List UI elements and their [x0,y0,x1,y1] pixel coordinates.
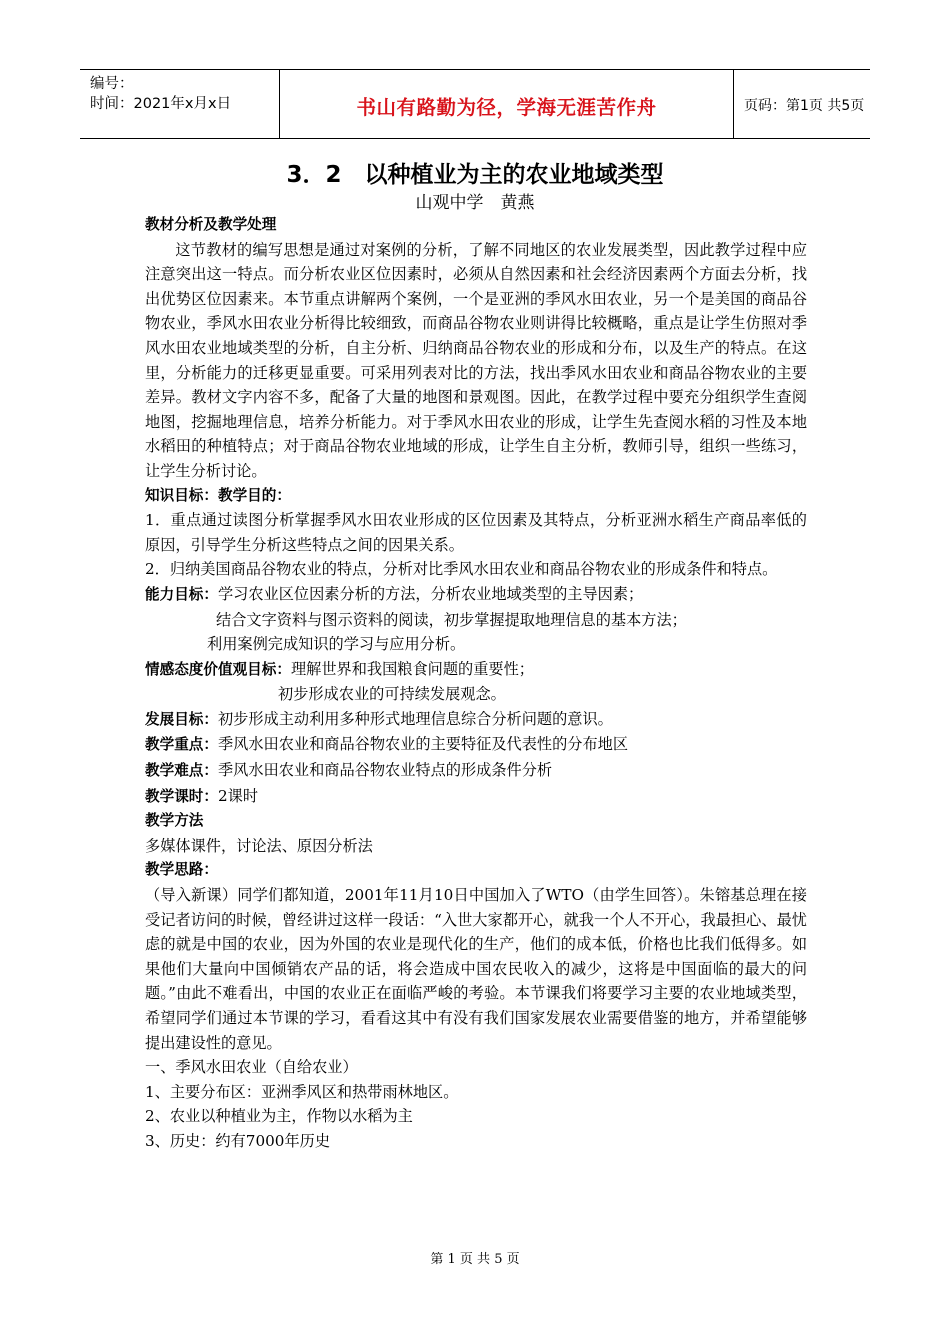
document-date: 时间：2021年x月x日 [90,96,232,112]
emotion-label: 情感态度价值观目标： [145,660,291,678]
key-text: 季风水田农业和商品谷物农业的主要特征及代表性的分布地区 [217,735,629,754]
method-text: 多媒体课件，讨论法、原因分析法 [145,836,373,855]
hours-text: 2课时 [217,786,259,805]
difficulty-label: 教学难点： [145,762,218,780]
analysis-heading: 教材分析及教学处理 [145,216,277,233]
development-label: 发展目标： [145,710,218,728]
teaching-difficulty [145,758,807,784]
approach-paragraph: （导入新课）同学们都知道，2001年11月10日中国加入了WTO（由学生回答）。朱镕基总理在接受记者访问的时候，曾经讲过这样一段话：“入世大家都开心，就我一个人不开心，我最担心、最忧虑的就是中国的农业，因为外国的农业是现代化的生产，他们的成本低，价格也比我们低得多。如果他们大量向中国倾销农产品的话，将会造成中国农民收入的减少，这将是中国面临的最大的问题。”由此不难看出，中国的农业正在面临严峻的考验。本节课我们将要学习主要的农业地域类型，希望同学们通过本节课的学习，看看这其中有没有我们国家发展农业需要借鉴的地方，并希望能够提出建设性的意见。 [145,886,807,1052]
method-heading: 教学方法 [145,812,204,830]
header-motto: 书山有路勤为径，学海无涯苦作舟 [356,96,657,119]
development-text: 初步形成主动利用多种形式地理信息综合分析问题的意识。 [217,709,613,728]
header-motto-cell [280,70,734,138]
document-body [145,213,807,1154]
list-item: 2、农业以种植业为主，作物以水稻为主 [145,1107,413,1126]
page-title: 3．2 以种植业为主的农业地域类型 [286,162,664,188]
knowledge-heading: 知识目标：教学目的： [145,486,291,504]
knowledge-item-2: 2．归纳美国商品谷物农业的特点，分析对比季风水田农业和商品谷物农业的形成条件和特点。 [145,560,778,579]
document-number: 编号： [90,76,134,92]
knowledge-item-1: 1．重点通过读图分析掌握季风水田农业形成的区位因素及其特点，分析亚洲水稻生产商品率低的原因，引导学生分析这些特点之间的因果关系。 [145,511,807,554]
list-item: 3、历史：约有7000年历史 [145,1131,331,1150]
header-meta-cell [80,70,280,138]
section-heading-monsoon: 一、季风水田农业（自给农业） [145,1058,358,1077]
teaching-hours [145,784,807,810]
author-line: 山观中学 黄燕 [415,193,535,213]
list-item: 1、主要分布区：亚洲季风区和热带雨林地区。 [145,1082,459,1101]
difficulty-text: 季风水田农业和商品谷物农业特点的形成条件分析 [217,761,553,780]
ability-item-1: 学习农业区位因素分析的方法，分析农业地域类型的主导因素； [217,584,644,603]
ability-goal [145,582,807,608]
key-label: 教学重点： [145,736,218,754]
emotion-item-2: 初步形成农业的可持续发展观念。 [278,685,506,704]
hours-label: 教学课时： [145,787,218,805]
teaching-key-point [145,732,807,758]
page-footer: 第 1 页 共 5 页 [430,1252,520,1267]
header-page-cell [734,70,870,138]
ability-label: 能力目标： [145,585,218,603]
document-header [80,69,870,139]
emotion-item-1: 理解世界和我国粮食问题的重要性； [290,659,534,678]
header-page-info: 页码：第1页 共5页 [744,98,865,114]
ability-item-3: 利用案例完成知识的学习与应用分析。 [207,635,466,654]
emotion-goal [145,657,807,683]
analysis-paragraph: 这节教材的编写思想是通过对案例的分析，了解不同地区的农业发展类型，因此教学过程中应注意突出这一特点。而分析农业区位因素时，必须从自然因素和社会经济因素两个方面去分析，找出优势区位因素来。本节重点讲解两个案例，一个是亚洲的季风水田农业，另一个是美国的商品谷物农业，季风水田农业分析得比较细致，而商品谷物农业则讲得比较概略，重点是让学生仿照对季风水田农业地域类型的分析，自主分析、归纳商品谷物农业的形成和分布，以及生产的特点。在这里，分析能力的迁移更显重要。可采用列表对比的方法，找出季风水田农业和商品谷物农业的主要差异。教材文字内容不多，配备了大量的地图和景观图。因此，在教学过程中要充分组织学生查阅地图，挖掘地理信息，培养分析能力。对于季风水田农业的形成，让学生先查阅水稻的习性及本地水稻田的种植特点；对于商品谷物农业地域的形成，让学生自主分析，教师引导，组织一些练习，让学生分析讨论。 [145,240,807,480]
development-goal [145,707,807,733]
approach-heading: 教学思路： [145,861,218,879]
ability-item-2: 结合文字资料与图示资料的阅读，初步掌握提取地理信息的基本方法； [216,610,687,629]
